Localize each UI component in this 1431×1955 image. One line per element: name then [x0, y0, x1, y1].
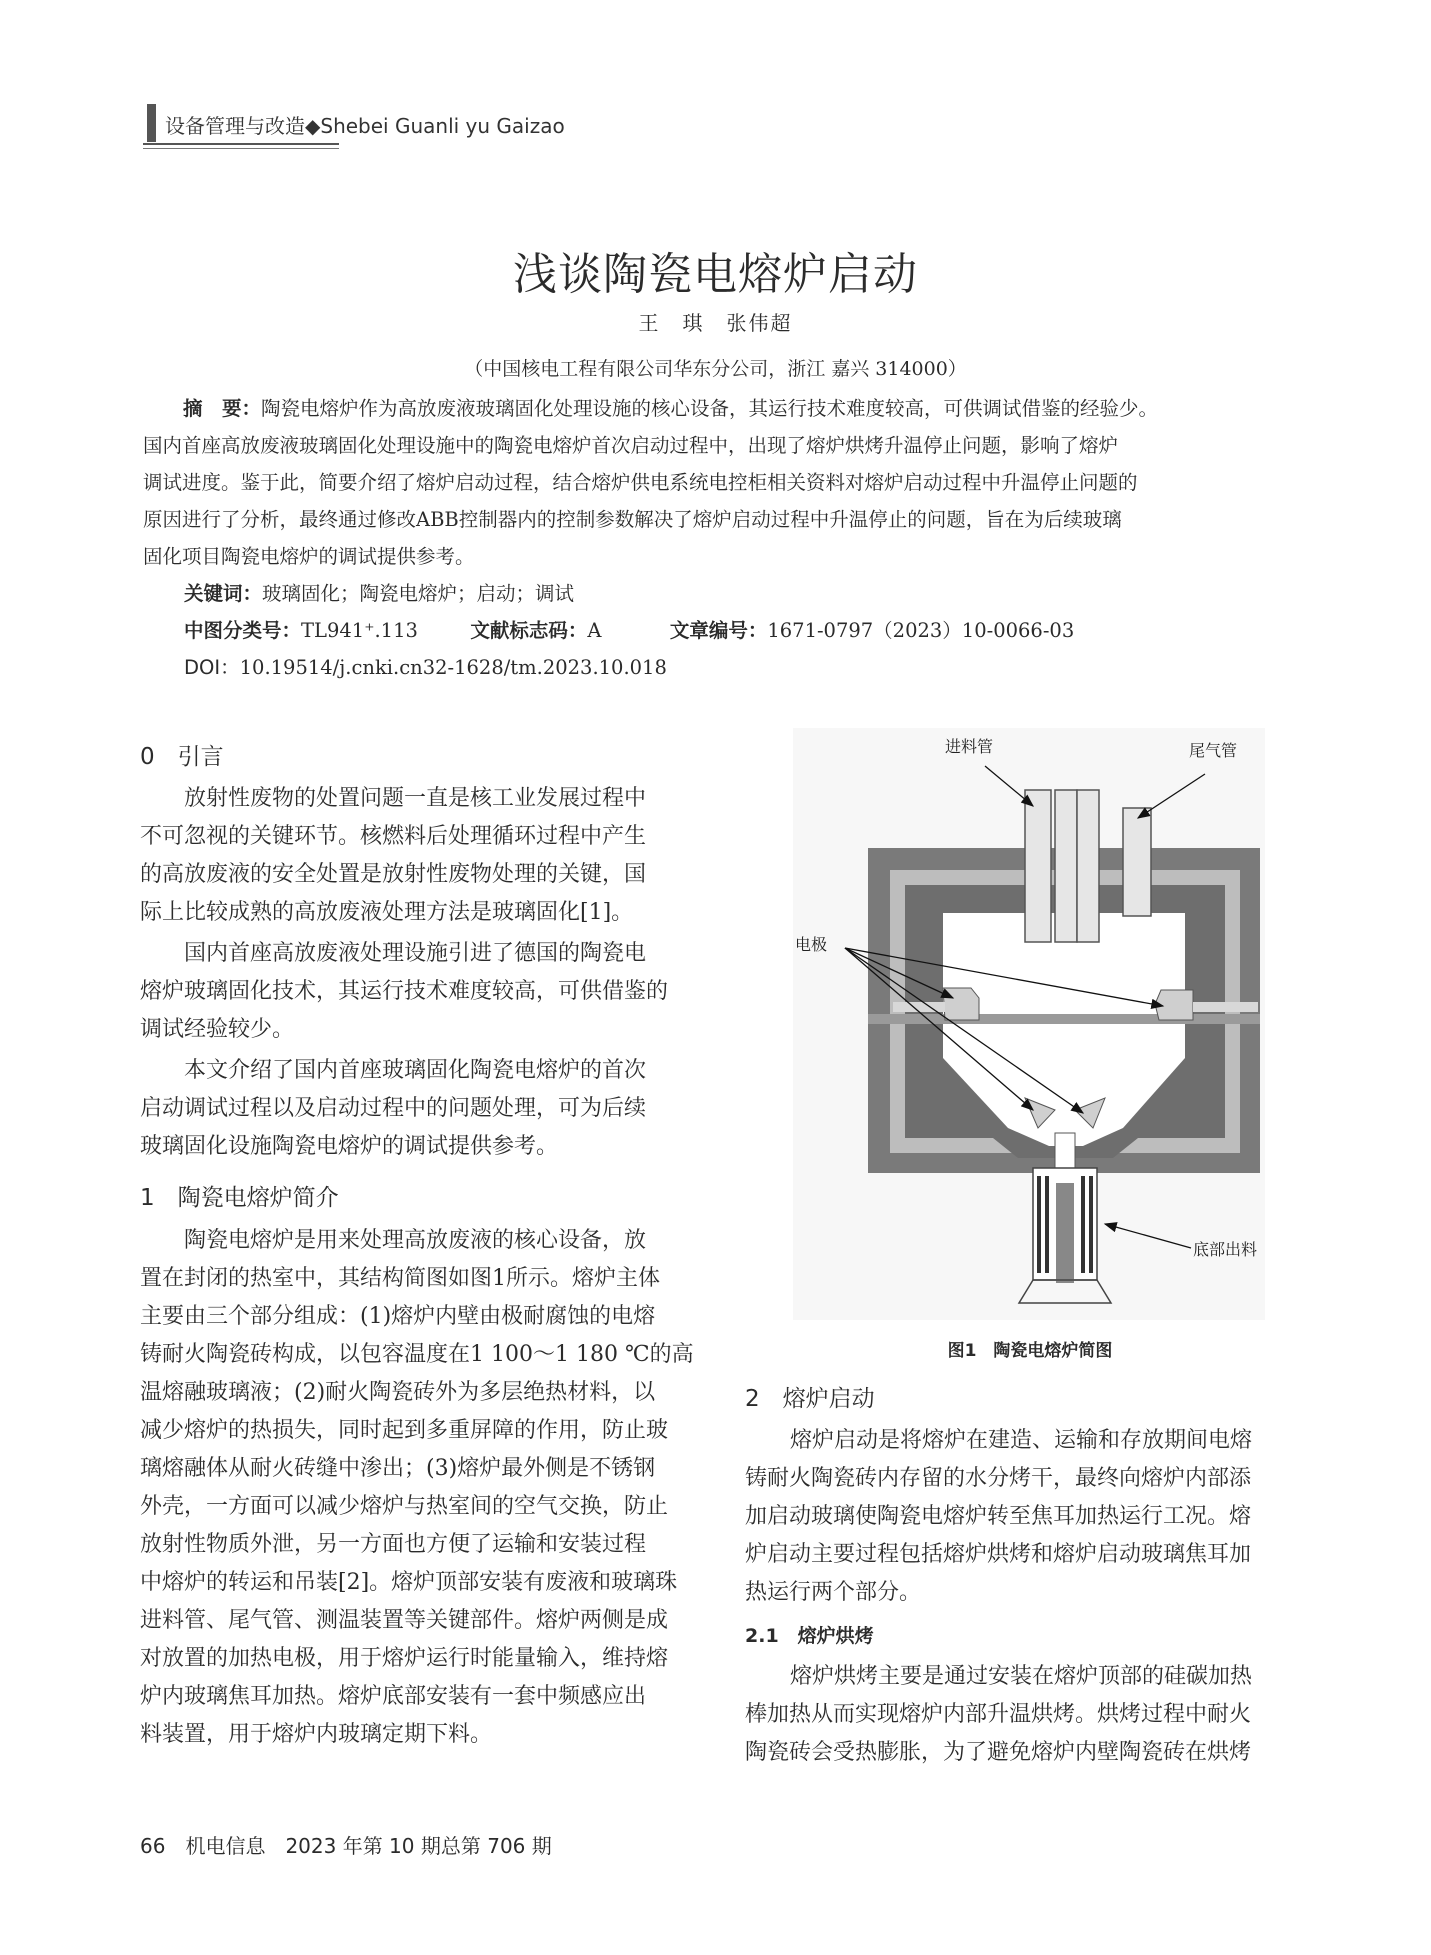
paragraph-line: 热运行两个部分。 [745, 1580, 922, 1605]
section-1-heading: 1 陶瓷电熔炉简介 [140, 1185, 339, 1211]
abstract-line-5: 固化项目陶瓷电熔炉的调试提供参考。 [143, 545, 475, 568]
paragraph-line: 启动调试过程以及启动过程中的问题处理，可为后续 [140, 1096, 647, 1121]
paragraph-line: 熔炉烘烤主要是通过安装在熔炉顶部的硅碳加热 [790, 1664, 1253, 1689]
abstract-line-4: 原因进行了分析，最终通过修改ABB控制器内的控制参数解决了熔炉启动过程中升温停止的问题，旨在为后续玻璃 [143, 508, 1122, 531]
feed-pipe-1 [1025, 790, 1051, 942]
paragraph-line: 炉启动主要过程包括熔炉烘烤和熔炉启动玻璃焦耳加 [745, 1542, 1252, 1567]
paragraph-line: 陶瓷电熔炉是用来处理高放废液的核心设备，放 [184, 1228, 647, 1253]
paragraph-line: 铸耐火陶瓷砖内存留的水分烤干，最终向熔炉内部添 [745, 1466, 1252, 1491]
running-header: 设备管理与改造◆Shebei Guanli yu Gaizao [165, 114, 565, 138]
paragraph-line: 调试经验较少。 [140, 1017, 295, 1042]
paragraph-line: 棒加热从而实现熔炉内部升温烘烤。烘烤过程中耐火 [745, 1702, 1252, 1727]
doi-line: DOI：10.19514/j.cnki.cn32-1628/tm.2023.10.018 [184, 656, 667, 679]
abstract-line-3: 调试进度。鉴于此，简要介绍了熔炉启动过程，结合熔炉供电系统电控柜相关资料对熔炉启动过程中升温停止问题的 [143, 471, 1138, 494]
keywords: 玻璃固化；陶瓷电熔炉；启动；调试 [262, 582, 575, 605]
label-offgas-pipe: 尾气管 [1189, 741, 1238, 760]
paragraph-line: 玻璃固化设施陶瓷电熔炉的调试提供参考。 [140, 1134, 559, 1159]
feed-pipe-3 [1077, 790, 1099, 942]
paragraph-line: 不可忽视的关键环节。核燃料后处理循环过程中产生 [140, 824, 647, 849]
outlet-tube [1056, 1183, 1074, 1283]
page-footer: 66 机电信息 2023 年第 10 期总第 706 期 [140, 1834, 552, 1858]
paragraph-line: 外壳，一方面可以减少熔炉与热室间的空气交换，防止 [140, 1494, 669, 1519]
section-2-1-heading: 2.1 熔炉烘烤 [745, 1625, 874, 1647]
keywords-line [184, 575, 574, 612]
paragraph-line: 国内首座高放废液处理设施引进了德国的陶瓷电 [184, 941, 647, 966]
paragraph-line: 置在封闭的热室中，其结构简图如图1所示。熔炉主体 [140, 1266, 660, 1291]
section-0-heading: 0 引言 [140, 744, 224, 770]
paragraph-line: 料装置，用于熔炉内玻璃定期下料。 [140, 1722, 493, 1747]
offgas-pipe [1123, 808, 1151, 916]
paragraph-line: 放射性物质外泄，另一方面也方便了运输和安装过程 [140, 1532, 647, 1557]
paragraph-line: 主要由三个部分组成：(1)熔炉内壁由极耐腐蚀的电熔 [140, 1304, 656, 1329]
paragraph-line: 熔炉启动是将熔炉在建造、运输和存放期间电熔 [790, 1428, 1253, 1453]
paragraph-line: 放射性废物的处置问题一直是核工业发展过程中 [184, 786, 647, 811]
paragraph-line: 熔炉玻璃固化技术，其运行技术难度较高，可供借鉴的 [140, 979, 669, 1004]
paragraph-line: 减少熔炉的热损失，同时起到多重屏障的作用，防止玻 [140, 1418, 669, 1443]
paragraph-line: 本文介绍了国内首座玻璃固化陶瓷电熔炉的首次 [184, 1058, 647, 1083]
abstract-label: 摘 要： [183, 397, 262, 420]
abstract-line-2: 国内首座高放废液玻璃固化处理设施中的陶瓷电熔炉首次启动过程中，出现了熔炉烘烤升温停止问题，影响了熔炉 [143, 434, 1119, 457]
clc-number: TL941⁺.113 [301, 619, 418, 642]
furnace-diagram [793, 728, 1265, 1320]
label-feed-pipe: 进料管 [945, 737, 994, 756]
article-number: 1671-0797（2023）10-0066-03 [767, 619, 1075, 642]
affiliation: （中国核电工程有限公司华东分公司，浙江 嘉兴 314000） [464, 358, 967, 380]
paragraph-line: 陶瓷砖会受热膨胀，为了避免熔炉内壁陶瓷砖在烘烤 [745, 1740, 1252, 1765]
paragraph-line: 铸耐火陶瓷砖构成，以包容温度在1 100～1 180 ℃的高 [140, 1342, 694, 1367]
header-rule-thin [143, 148, 339, 149]
section-2-heading: 2 熔炉启动 [745, 1386, 875, 1412]
paper-title: 浅谈陶瓷电熔炉启动 [513, 249, 918, 300]
paragraph-line: 温熔融玻璃液；(2)耐火陶瓷砖外为多层绝热材料，以 [140, 1380, 656, 1405]
electrode-right-rod [1193, 1002, 1258, 1012]
doi: 10.19514/j.cnki.cn32-1628/tm.2023.10.018 [239, 656, 667, 679]
electrode-left [943, 988, 979, 1020]
figure-caption: 图1 陶瓷电熔炉简图 [947, 1341, 1113, 1361]
label-bottom-outlet: 底部出料 [1193, 1240, 1258, 1259]
electrode-left-rod [893, 1002, 945, 1012]
paragraph-line: 际上比较成熟的高放废液处理方法是玻璃固化[1]。 [140, 900, 634, 925]
paragraph-line: 中熔炉的转运和吊装[2]。熔炉顶部安装有废液和玻璃珠 [140, 1570, 678, 1595]
feed-pipe-2 [1055, 790, 1077, 942]
paragraph-line: 对放置的加热电极，用于熔炉运行时能量输入，维持熔 [140, 1646, 669, 1671]
label-electrode: 电极 [795, 935, 828, 954]
header-bar [147, 104, 156, 142]
header-rule [143, 143, 339, 145]
paragraph-line: 炉内玻璃焦耳加热。熔炉底部安装有一套中频感应出 [140, 1684, 647, 1709]
authors: 王 琪 张伟超 [638, 311, 793, 335]
abstract-line-1: 摘 要：陶瓷电熔炉作为高放废液玻璃固化处理设施的核心设备，其运行技术难度较高，可供调试借鉴的经验少。 [183, 397, 1159, 420]
keywords-label: 关键词： [184, 582, 263, 605]
classification-line: 中图分类号：TL941⁺.113 文献标志码：A 文章编号：1671-0797（2023）10-0066-03 [184, 619, 1075, 642]
paragraph-line: 加启动玻璃使陶瓷电熔炉转至焦耳加热运行工况。熔 [745, 1504, 1252, 1529]
paragraph-line: 璃熔融体从耐火砖缝中渗出；(3)熔炉最外侧是不锈钢 [140, 1456, 656, 1481]
doc-code: A [587, 619, 602, 642]
paragraph-line: 进料管、尾气管、测温装置等关键部件。熔炉两侧是成 [140, 1608, 669, 1633]
paragraph-line: 的高放废液的安全处置是放射性废物处理的关键，国 [140, 862, 647, 887]
